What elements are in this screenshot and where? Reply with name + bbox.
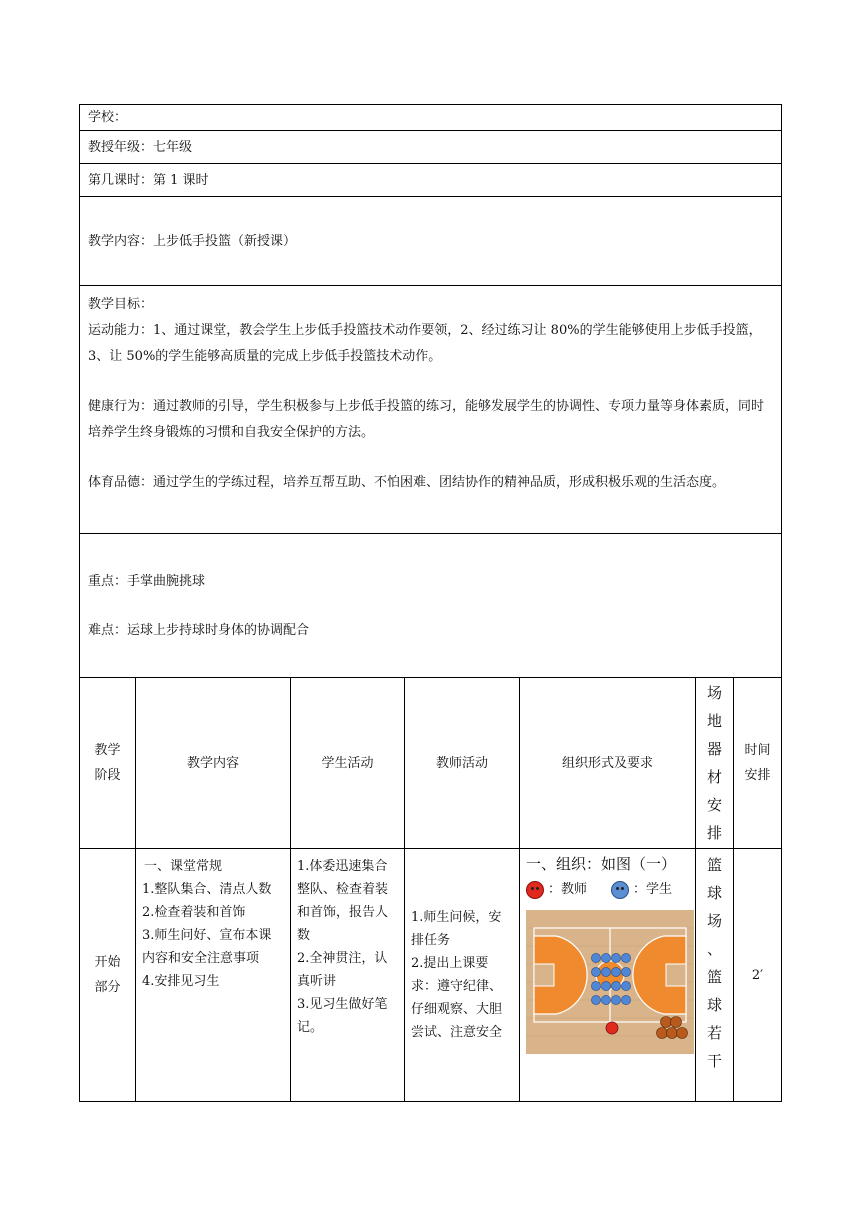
legend [526, 877, 691, 902]
content-line: 一、课堂常规 [144, 859, 223, 874]
student-line: 2.全神贯注，认真听讲 [297, 951, 388, 989]
right-paint [666, 964, 686, 986]
grade-field: 教授年级：七年级 [80, 131, 782, 164]
content-line: 3.师生问好、宣布本课内容和安全注意事项 [142, 928, 272, 966]
teaching-objectives-section [80, 286, 782, 534]
basketball-court-diagram [526, 910, 694, 1054]
header-equipment: 场 地 器 材 安 排 [696, 678, 734, 849]
left-paint [534, 964, 554, 986]
student-line: 1.体委迅速集合整队、检查着装和首饰，报告人数 [297, 859, 389, 943]
start-student-activity [291, 849, 405, 1102]
teacher-line: 1.师生问候，安排任务 [411, 910, 502, 948]
content-line: 2.检查着装和首饰 [142, 905, 246, 920]
start-content [136, 849, 291, 1102]
header-student-activity: 学生活动 [291, 678, 405, 849]
content-line: 1.整队集合、清点人数 [142, 882, 272, 897]
content-line: 4.安排见习生 [142, 974, 220, 989]
start-time: 2′ [734, 849, 782, 1102]
teacher-face-icon [526, 881, 544, 899]
header-organization: 组织形式及要求 [520, 678, 696, 849]
objective-sports-morality: 体育品德：通过学生的学练过程，培养互帮互助、不怕困难、团结协作的精神品质，形成积极乐观的生活态度。 [88, 475, 726, 490]
start-teacher-activity [405, 849, 520, 1102]
stage-start: 开始 部分 [80, 849, 136, 1102]
lesson-plan-document [79, 104, 781, 1102]
header-teacher-activity: 教师活动 [405, 678, 520, 849]
start-equipment: 篮 球 场 、 篮 球 若 干 [696, 849, 734, 1102]
start-organization [520, 849, 696, 1102]
student-face-icon [611, 881, 629, 899]
header-content: 教学内容 [136, 678, 291, 849]
key-points-section [80, 534, 782, 678]
org-title: 一、组织：如图（一） [526, 855, 677, 873]
lesson-number-field: 第几课时：第 1 课时 [80, 164, 782, 197]
objective-motor-ability: 运动能力：1、通过课堂，教会学生上步低手投篮技术动作要领，2、经过练习让 80%的学生能够使用上步低手投篮，3、让 50%的学生能够高质量的完成上步低手投篮技术动作。 [88, 323, 762, 364]
objectives-title: 教学目标： [88, 297, 154, 312]
teacher-line: 2.提出上课要求：遵守纪律、仔细观察、大胆尝试、注意安全 [411, 956, 503, 1040]
lesson-plan-table [79, 104, 782, 1102]
student-line: 3.见习生做好笔记。 [297, 997, 388, 1035]
objective-health-behavior: 健康行为：通过教师的引导，学生积极参与上步低手投篮的练习，能够发展学生的协调性、专项力量等身体素质，同时培养学生终身锻炼的习惯和自我安全保护的方法。 [88, 399, 765, 440]
header-stage: 教学 阶段 [80, 678, 136, 849]
school-field: 学校： [80, 105, 782, 131]
legend-teacher-label: ：教师 [548, 882, 588, 897]
teaching-content-field: 教学内容：上步低手投篮（新授课） [80, 197, 782, 286]
legend-student-label: ：学生 [633, 882, 673, 897]
header-time: 时间 安排 [734, 678, 782, 849]
difficulty-point: 难点：运球上步持球时身体的协调配合 [88, 622, 310, 638]
key-point: 重点：手掌曲腕挑球 [88, 573, 206, 589]
teacher-position [606, 1022, 618, 1034]
